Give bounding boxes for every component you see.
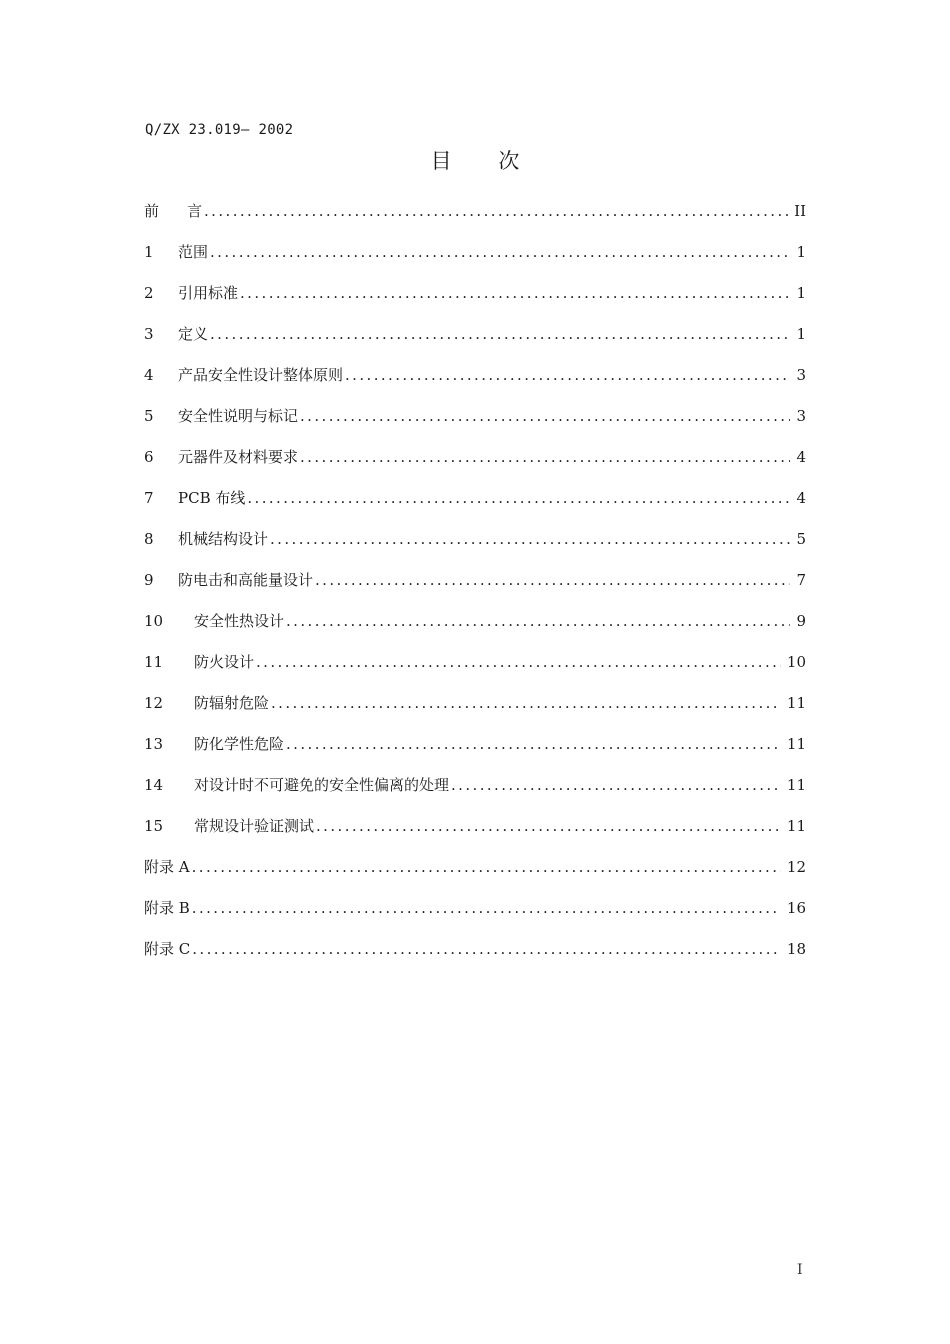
toc-leader-dots <box>192 899 781 917</box>
toc-entry-label: 防化学性危险 <box>194 735 285 753</box>
toc-entry-page: 1 <box>796 284 806 302</box>
toc-entry[interactable] <box>144 815 806 856</box>
toc-entry[interactable] <box>144 405 806 446</box>
toc-entry-number: 15 <box>144 817 164 835</box>
toc-entry-number: 9 <box>144 571 154 589</box>
toc-entry[interactable] <box>144 610 806 651</box>
toc-entry-page: 16 <box>786 899 806 917</box>
toc-entry[interactable] <box>144 487 806 528</box>
toc-leader-dots <box>240 284 790 302</box>
toc-entry-page: 7 <box>796 571 806 589</box>
toc-entry-label: 安全性说明与标记 <box>178 407 299 425</box>
toc-entry-label: 常规设计验证测试 <box>194 817 315 835</box>
toc-entry-page: 4 <box>796 489 806 507</box>
toc-entry[interactable] <box>144 200 806 241</box>
toc-entry[interactable] <box>144 364 806 405</box>
toc-entry[interactable] <box>144 856 806 897</box>
toc-entry-label: 引用标准 <box>178 284 239 302</box>
toc-leader-dots <box>286 735 781 753</box>
toc-leader-dots <box>192 940 781 958</box>
toc-entry-number: 1 <box>144 243 154 261</box>
toc-entry-number: 6 <box>144 448 154 466</box>
toc-entry-label: 前言 <box>144 202 231 220</box>
toc-entry[interactable] <box>144 241 806 282</box>
toc-entry-number: 8 <box>144 530 154 548</box>
document-code: Q/ZX 23.019— 2002 <box>145 122 294 138</box>
toc-entry-page: 11 <box>786 694 806 712</box>
toc-entry-label: 范围 <box>178 243 209 261</box>
toc-entry[interactable] <box>144 938 806 979</box>
toc-entry-number: 11 <box>144 653 164 671</box>
toc-entry-page: 10 <box>786 653 806 671</box>
toc-entry-label: 安全性热设计 <box>194 612 285 630</box>
toc-leader-dots <box>247 489 790 507</box>
toc-entry-number: 2 <box>144 284 154 302</box>
toc-entry-number: 13 <box>144 735 164 753</box>
toc-entry-page: 12 <box>786 858 806 876</box>
toc-entry-page: 3 <box>796 366 806 384</box>
toc-entry-label: 防电击和高能量设计 <box>178 571 314 589</box>
toc-entry-label: 元器件及材料要求 <box>178 448 299 466</box>
toc-entry-label: 定义 <box>178 325 209 343</box>
toc-entry[interactable] <box>144 651 806 692</box>
toc-entry-label: PCB 布线 <box>178 489 246 507</box>
toc-entry[interactable] <box>144 446 806 487</box>
toc-leader-dots <box>316 817 781 835</box>
toc-entry-page: 9 <box>796 612 806 630</box>
toc-title: 目 次 <box>430 149 520 173</box>
toc-leader-dots <box>204 202 788 220</box>
toc-leader-dots <box>270 530 790 548</box>
toc-entry-number: 7 <box>144 489 154 507</box>
toc-entry-page: II <box>794 202 806 220</box>
toc-entry-page: 4 <box>796 448 806 466</box>
toc-entry-label: 对设计时不可避免的安全性偏离的处理 <box>194 776 450 794</box>
toc-entry[interactable] <box>144 774 806 815</box>
toc-entry-label: 防火设计 <box>194 653 255 671</box>
toc-entry[interactable] <box>144 692 806 733</box>
toc-leader-dots <box>210 243 790 261</box>
toc-entry-label: 防辐射危险 <box>194 694 270 712</box>
toc-entry[interactable] <box>144 897 806 938</box>
toc-entry-page: 11 <box>786 735 806 753</box>
toc-leader-dots <box>345 366 790 384</box>
toc-leader-dots <box>271 694 781 712</box>
toc-entry[interactable] <box>144 528 806 569</box>
toc-entry[interactable] <box>144 323 806 364</box>
toc-entry-number: 10 <box>144 612 164 630</box>
toc-leader-dots <box>315 571 790 589</box>
toc-leader-dots <box>300 448 790 466</box>
page-number: I <box>797 1262 803 1278</box>
toc-leader-dots <box>256 653 781 671</box>
toc-leader-dots <box>286 612 790 630</box>
toc-entry[interactable] <box>144 733 806 774</box>
toc-entry-page: 11 <box>786 776 806 794</box>
toc-entry-number: 12 <box>144 694 164 712</box>
toc-leader-dots <box>451 776 781 794</box>
toc-entry-label: 机械结构设计 <box>178 530 269 548</box>
toc-entry-label: 附录 B <box>144 899 190 917</box>
toc-entry-label: 附录 C <box>144 940 191 958</box>
toc-leader-dots <box>210 325 790 343</box>
toc-entry-page: 5 <box>796 530 806 548</box>
toc-entry-number: 3 <box>144 325 154 343</box>
toc-entry-page: 1 <box>796 325 806 343</box>
toc-entry-page: 18 <box>786 940 806 958</box>
table-of-contents <box>144 200 806 979</box>
toc-leader-dots <box>300 407 790 425</box>
toc-entry-page: 3 <box>796 407 806 425</box>
toc-entry-label: 产品安全性设计整体原则 <box>178 366 344 384</box>
toc-leader-dots <box>192 858 781 876</box>
toc-entry-number: 5 <box>144 407 154 425</box>
toc-entry-label: 附录 A <box>144 858 190 876</box>
toc-entry[interactable] <box>144 569 806 610</box>
toc-entry-page: 11 <box>786 817 806 835</box>
toc-entry-number: 4 <box>144 366 154 384</box>
toc-entry-number: 14 <box>144 776 164 794</box>
toc-entry-page: 1 <box>796 243 806 261</box>
toc-entry[interactable] <box>144 282 806 323</box>
